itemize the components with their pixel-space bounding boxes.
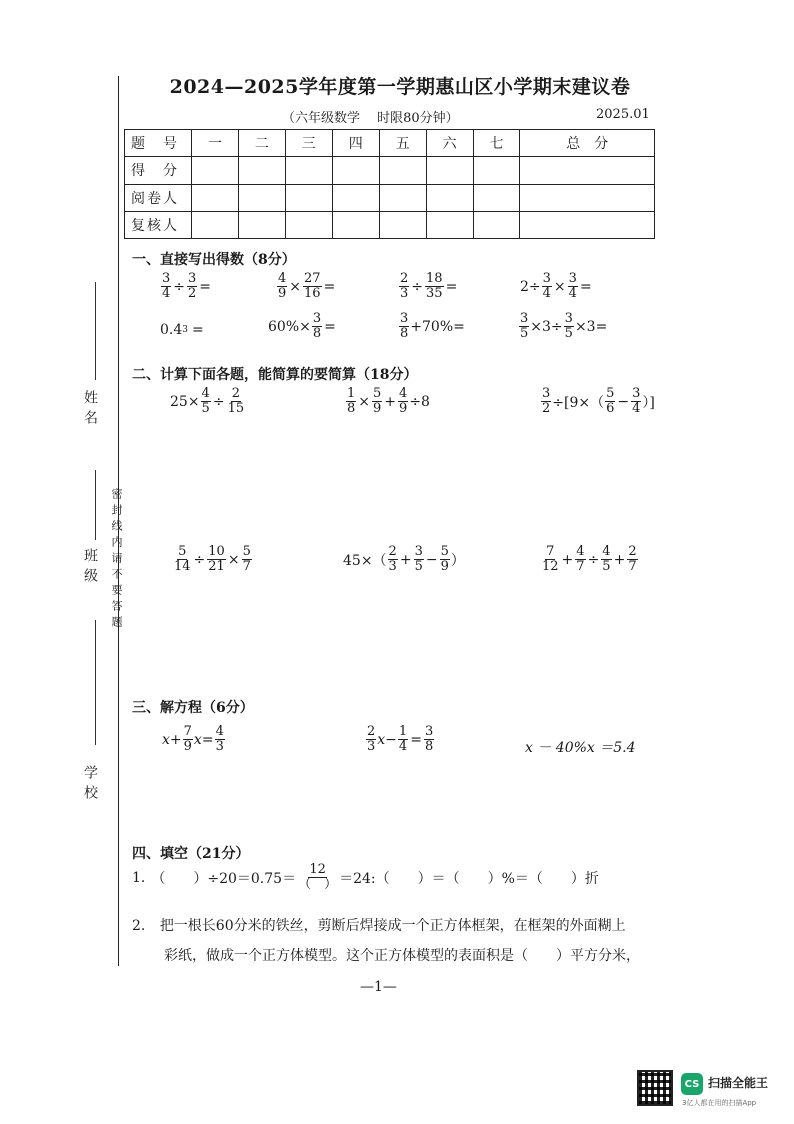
fraction (173, 545, 192, 575)
numerator: 4 (576, 544, 585, 559)
equals: = (192, 322, 204, 338)
score-cell[interactable] (520, 184, 655, 211)
operator: × (358, 393, 371, 410)
numerator: 3 (568, 271, 577, 286)
fraction (575, 545, 585, 575)
expr-prefix: x+ (162, 731, 182, 748)
fraction (372, 387, 382, 417)
s2-item-f (540, 545, 639, 575)
operator: + (399, 551, 412, 568)
denominator: 4 (542, 286, 551, 302)
denominator: 4 (162, 286, 171, 302)
exam-title: 2024—2025学年度第一学期惠山区小学期末建议卷 (169, 76, 631, 98)
score-cell[interactable] (379, 184, 426, 211)
denominator: 5 (201, 401, 210, 417)
question-text: （ ）÷20＝0.75＝ (151, 870, 297, 887)
question-number: 2. (132, 918, 146, 934)
operator: + (561, 551, 574, 568)
operator: ÷ (212, 393, 225, 410)
denominator: 14 (174, 559, 191, 575)
fraction (542, 272, 552, 302)
s2-item-e (343, 545, 465, 575)
score-table-header-cell: 六 (426, 130, 473, 157)
s1-item-a (160, 272, 212, 302)
fraction (414, 545, 424, 575)
score-cell[interactable] (192, 184, 239, 211)
score-cell[interactable] (379, 157, 426, 184)
score-cell[interactable] (238, 184, 285, 211)
expr-prefix: 2÷ (520, 278, 541, 295)
expr-suffix: +70%= (410, 318, 465, 335)
numerator: 3 (564, 311, 573, 326)
denominator: 9 (399, 401, 408, 417)
expr-prefix: 45×（ (343, 552, 387, 569)
denominator: 12 (542, 559, 559, 575)
equals: = (410, 731, 422, 748)
denominator: 9 (373, 401, 382, 417)
numerator: 12 (309, 862, 326, 877)
numerator: 3 (424, 724, 434, 739)
score-table-header-cell: 二 (238, 130, 285, 157)
s3-item-c: x － 40%x ＝5.4 (525, 740, 636, 756)
fraction (215, 725, 225, 755)
denominator: 3 (388, 559, 397, 575)
numerator: 3 (632, 386, 641, 401)
numerator: 2 (628, 544, 637, 559)
qr-code-icon (637, 1070, 673, 1106)
numerator: 5 (440, 544, 449, 559)
scanner-app-tagline: 3亿人都在用的扫描App (682, 1099, 757, 1107)
exam-date: 2025.01 (596, 107, 650, 122)
equals: = (323, 278, 336, 295)
fraction (541, 545, 560, 575)
numerator: 4 (215, 724, 224, 739)
operator: ÷ (193, 551, 206, 568)
score-row-label: 阅卷人 (125, 184, 192, 211)
section-1-title: 一、直接写出得数（8分） (132, 252, 296, 268)
numerator: 3 (312, 311, 322, 326)
school-blank-line (95, 620, 96, 745)
denominator: 16 (304, 286, 321, 302)
fraction (398, 387, 408, 417)
fraction (242, 545, 252, 575)
score-cell[interactable] (285, 184, 332, 211)
score-cell[interactable] (192, 157, 239, 184)
numerator: 3 (542, 386, 551, 401)
score-cell[interactable] (285, 211, 332, 238)
score-table-header-row (125, 130, 655, 157)
score-cell[interactable] (332, 157, 379, 184)
denominator: 4 (632, 401, 641, 417)
denominator: 21 (208, 559, 225, 575)
denominator: 2 (188, 286, 197, 302)
score-cell[interactable] (285, 157, 332, 184)
numerator: 3 (414, 544, 423, 559)
fraction (366, 725, 376, 755)
equals: = (324, 318, 336, 335)
operator: × (553, 278, 566, 295)
expr-middle: x− (377, 731, 397, 748)
operator: ÷ (173, 278, 186, 295)
score-cell[interactable] (192, 211, 239, 238)
question-text: ＝24:（ ）＝（ ）%＝（ ）折 (339, 870, 599, 887)
score-cell[interactable] (426, 184, 473, 211)
power-base: 0.4 (160, 322, 183, 338)
numerator: 3 (400, 311, 409, 326)
denominator: 9 (183, 739, 192, 755)
operator: − (425, 551, 438, 568)
numerator: 18 (426, 271, 443, 286)
section-3-title: 三、解方程（6分） (132, 700, 254, 716)
denominator: 3 (400, 286, 409, 302)
score-table-header-cell: 三 (285, 130, 332, 157)
fraction (568, 272, 578, 302)
fraction (207, 545, 226, 575)
score-row-label: 得 分 (125, 157, 192, 184)
s1-item-e (160, 322, 205, 338)
fraction (161, 272, 171, 302)
fraction (564, 312, 574, 342)
camscanner-logo-icon: CS (681, 1073, 703, 1095)
equals: = (445, 278, 458, 295)
numerator: 7 (546, 544, 555, 559)
operator: × (227, 551, 240, 568)
fraction (312, 312, 322, 342)
numerator: 3 (520, 311, 529, 326)
s2-item-a (170, 387, 246, 417)
expr-middle: ÷[9×（ (552, 394, 605, 411)
seal-line-notice: 密封线内请不要答题 (110, 488, 123, 632)
denominator: 5 (602, 559, 611, 575)
denominator: 35 (426, 286, 443, 302)
numerator: 4 (399, 386, 408, 401)
numerator: 1 (398, 724, 408, 739)
numerator: 3 (188, 271, 197, 286)
s4-question-1 (132, 863, 599, 893)
fraction (601, 545, 611, 575)
fraction (399, 312, 409, 342)
fraction (440, 545, 450, 575)
page-number: —1— (360, 979, 397, 995)
denominator: 5 (520, 326, 529, 342)
denominator: 3 (367, 739, 376, 755)
numerator: 1 (347, 386, 356, 401)
denominator: 7 (242, 559, 251, 575)
fraction (297, 863, 338, 893)
question-number: 1. (132, 869, 146, 886)
s2-item-c (540, 387, 655, 417)
denominator: 9 (278, 286, 287, 302)
score-cell[interactable] (332, 211, 379, 238)
name-blank-line (95, 282, 96, 380)
expr-middle: x= (193, 731, 214, 748)
expr-middle: ×3÷ (530, 318, 563, 335)
denominator: 8 (312, 326, 322, 342)
numerator: 5 (178, 544, 187, 559)
numerator: 4 (278, 271, 287, 286)
s1-item-h (518, 312, 607, 342)
fraction (227, 387, 246, 417)
numerator: 2 (367, 724, 376, 739)
operator: × (289, 278, 302, 295)
operator: − (617, 393, 630, 410)
score-table-header-cell: 总 分 (520, 130, 655, 157)
s1-item-c (398, 272, 458, 302)
class-label: 班级 (82, 548, 98, 588)
numerator: 2 (400, 271, 409, 286)
fraction (398, 725, 408, 755)
denominator: 15 (227, 401, 245, 417)
expr-suffix: ÷8 (409, 393, 430, 410)
fraction (183, 725, 193, 755)
score-table-header-cell: 题 号 (125, 130, 192, 157)
numerator: 3 (162, 271, 171, 286)
denominator: 7 (628, 559, 637, 575)
numerator: 2 (231, 386, 240, 401)
numerator: 5 (606, 386, 615, 401)
s4-question-2-continued: 彩纸，做成一个正方体模型。这个正方体模型的表面积是（ ）平方分米， (164, 948, 640, 964)
fraction (201, 387, 211, 417)
fraction (187, 272, 197, 302)
s2-item-d (172, 545, 253, 575)
s2-item-b (345, 387, 430, 417)
numerator: 5 (242, 544, 251, 559)
operator: ÷ (587, 551, 600, 568)
fraction (399, 272, 409, 302)
score-table (124, 129, 655, 239)
expr-suffix: ×3= (574, 318, 608, 335)
equals: = (579, 278, 592, 295)
denominator: 4 (398, 739, 408, 755)
fraction (541, 387, 551, 417)
score-cell[interactable] (473, 184, 520, 211)
s4-question-2 (132, 915, 626, 935)
score-table-header-cell: 五 (379, 130, 426, 157)
score-row-label: 复核人 (125, 211, 192, 238)
score-table-row (125, 211, 655, 238)
numerator: 27 (304, 271, 321, 286)
score-cell[interactable] (379, 211, 426, 238)
denominator: 7 (576, 559, 585, 575)
denominator: 6 (606, 401, 615, 417)
score-cell[interactable] (332, 184, 379, 211)
fraction (388, 545, 398, 575)
fraction (627, 545, 637, 575)
expr-prefix: 25× (170, 393, 200, 410)
numerator: 5 (373, 386, 382, 401)
school-label: 学校 (82, 765, 98, 805)
score-cell[interactable] (238, 157, 285, 184)
fraction (425, 272, 444, 302)
numerator: 3 (542, 271, 551, 286)
expr-prefix: 60%× (268, 318, 311, 335)
fraction (605, 387, 615, 417)
fraction (424, 725, 434, 755)
scanner-app-name: 扫描全能王 (708, 1076, 769, 1090)
section-2-title: 二、计算下面各题，能简算的要简算（18分） (132, 367, 418, 383)
denominator: 8 (424, 739, 434, 755)
denominator: 5 (414, 559, 423, 575)
denominator: 9 (440, 559, 449, 575)
score-cell[interactable] (473, 157, 520, 184)
expr-suffix: ） (450, 552, 465, 569)
expr-suffix: ）] (642, 394, 655, 411)
equals: = (199, 278, 212, 295)
s3-item-a (162, 725, 226, 755)
s1-item-d (520, 272, 593, 302)
score-table-row (125, 184, 655, 211)
s1-item-f (268, 312, 337, 342)
power-exponent: 3 (182, 325, 188, 335)
numerator: 4 (602, 544, 611, 559)
score-cell[interactable] (238, 211, 285, 238)
s1-item-b (276, 272, 336, 302)
denominator: 8 (347, 401, 356, 417)
score-cell[interactable] (426, 157, 473, 184)
fraction (277, 272, 287, 302)
numerator: 2 (388, 544, 397, 559)
numerator: 4 (201, 386, 210, 401)
score-table-header-cell: 四 (332, 130, 379, 157)
s1-item-g (398, 312, 465, 342)
denominator: 2 (542, 401, 551, 417)
fraction (631, 387, 641, 417)
score-table-header-cell: 一 (192, 130, 239, 157)
denominator: 3 (215, 739, 224, 755)
score-cell[interactable] (520, 157, 655, 184)
operator: + (384, 393, 397, 410)
name-label: 姓名 (82, 390, 98, 430)
fraction (303, 272, 322, 302)
fraction (346, 387, 356, 417)
operator: ÷ (411, 278, 424, 295)
numerator: 7 (183, 724, 192, 739)
denominator: 8 (400, 326, 409, 342)
numerator: 10 (208, 544, 225, 559)
score-cell[interactable] (426, 211, 473, 238)
section-4-title: 四、填空（21分） (132, 846, 250, 862)
operator: + (613, 551, 626, 568)
class-blank-line (95, 470, 96, 540)
score-cell[interactable] (473, 211, 520, 238)
fraction (519, 312, 529, 342)
denominator: 5 (564, 326, 573, 342)
s3-item-b (365, 725, 435, 755)
question-text-line-1: 把一根长60分米的铁丝，剪断后焊接成一个正方体框架，在框架的外面糊上 (159, 918, 626, 934)
exam-subtitle: （六年级数学 时限80分钟） (282, 111, 459, 126)
denominator: （ ） (298, 877, 338, 893)
score-cell[interactable] (520, 211, 655, 238)
score-table-row (125, 157, 655, 184)
score-table-header-cell: 七 (473, 130, 520, 157)
denominator: 4 (568, 286, 577, 302)
